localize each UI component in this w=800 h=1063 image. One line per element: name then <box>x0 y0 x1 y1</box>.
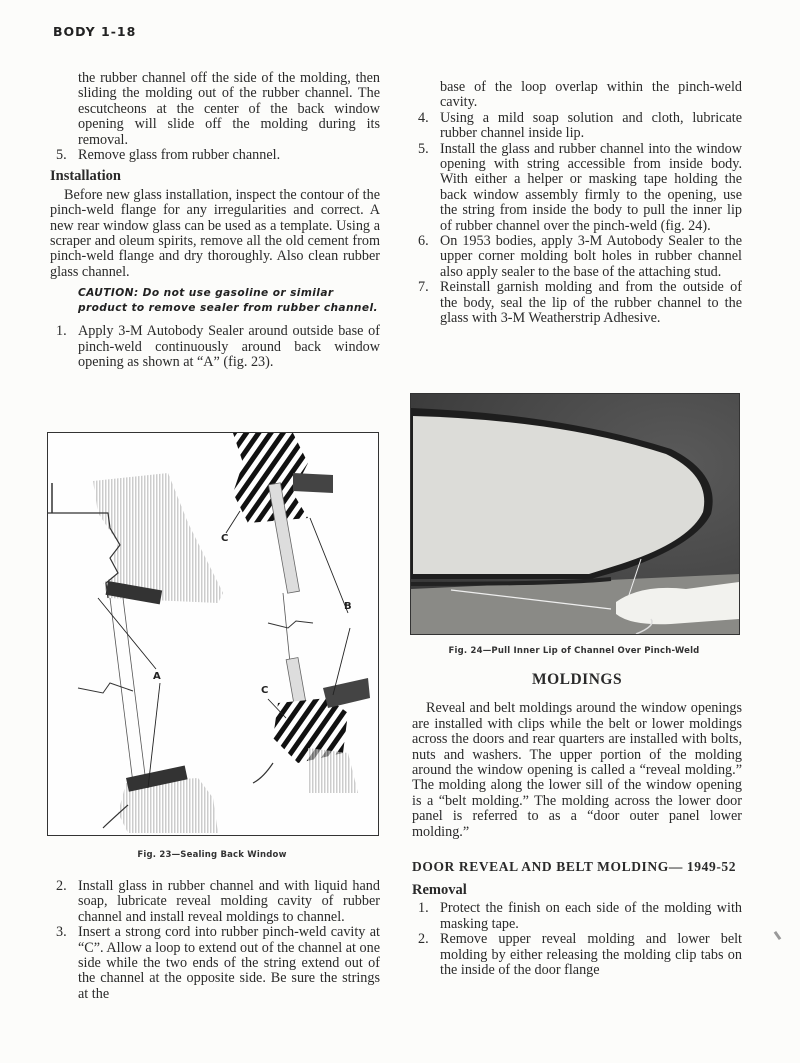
list-item: 1. Apply 3-M Autobody Sealer around outside base of pinch-weld continuously around back window opening as shown at “A” (fig. 23). <box>56 323 380 371</box>
installation-paragraph: Before new glass installation, inspect the contour of the pinch-weld flange for any irregularities and correct. A new rear window glass can be used as a template. Using a scraper and oleum spirits, remove all the old cement from pinch-weld flange and dry thoroughly. Also clean rubber glass channel. <box>50 186 380 280</box>
page-header: BODY 1-18 <box>53 24 137 39</box>
figure-23-caption: Fig. 23—Sealing Back Window <box>137 850 287 860</box>
continued-paragraph: base of the loop overlap within the pinch-weld cavity. <box>440 79 742 111</box>
list-item: 2. Install glass in rubber channel and with liquid hand soap, lubricate reveal molding cavity of rubber channel and install reveal moldings to channel. <box>56 878 380 925</box>
scan-mark <box>774 931 782 940</box>
left-column-bottom <box>50 879 380 1002</box>
list-item: 4. Using a mild soap solution and cloth, lubricate rubber channel inside lip. <box>418 109 742 142</box>
list-item: 3. Insert a strong cord into rubber pinch-weld cavity at “C”. Allow a loop to extend out of the channel at one side while the two ends of the string extend out of the channel at the opposite side. Be sure the strings at the <box>56 924 380 1002</box>
moldings-heading: MOLDINGS <box>531 671 623 688</box>
install-step-list-top <box>50 324 380 370</box>
list-item: 1. Protect the finish on each side of the molding with masking tape. <box>418 900 742 932</box>
removal-step-list <box>50 148 380 163</box>
right-column-top <box>412 80 742 327</box>
label-a: A <box>153 671 161 682</box>
caution-note: CAUTION: Do not use gasoline or similar product to remove sealer from rubber channel. <box>78 287 378 315</box>
list-item: 7. Reinstall garnish molding and from the outside of the body, seal the lip of the rubber channel to the glass with 3-M Weatherstrip Adhesive. <box>418 279 742 327</box>
list-item: 6. On 1953 bodies, apply 3-M Autobody Sealer to the upper corner molding bolt holes in rubber channel also apply sealer to the base of the attaching stud. <box>418 233 742 280</box>
installation-heading: Installation <box>50 168 121 185</box>
install-step-list-bottom <box>50 879 380 1002</box>
list-item: 2. Remove upper reveal molding and lower belt molding by either releasing the molding clip tabs on the inside of the door flange <box>418 931 742 979</box>
left-column-top <box>50 71 380 371</box>
label-c-top: C <box>221 533 229 544</box>
figure-23-illustration <box>47 432 379 836</box>
list-item: 5. Install the glass and rubber channel into the window opening with string accessible from inside body. With either a helper or masking tape holding the back window assembly firmly to the opening, use the string from inside the body to pull the inner lip of rubber channel over the pinch-weld (fig. 24). <box>418 140 742 234</box>
removal-heading: Removal <box>412 882 467 899</box>
label-c-bottom: C <box>261 685 269 696</box>
sealing-diagram-icon <box>48 433 378 835</box>
door-reveal-heading: DOOR REVEAL AND BELT MOLDING— 1949-52 <box>412 859 737 875</box>
right-column-bottom <box>412 672 742 979</box>
moldings-paragraph: Reveal and belt moldings around the window openings are installed with clips while the belt or lower moldings across the doors and rear quarters are installed with bolts, nuts and washers. The upper portion of the molding around the window opening is called a “reveal molding.” The molding along the lower sill of the window opening is a “belt molding.” The molding across the lower door panel is referred to as a “door outer panel lower molding.” <box>412 700 742 840</box>
figure-24-caption: Fig. 24—Pull Inner Lip of Channel Over Pinch-Weld <box>448 646 700 656</box>
window-photo-icon <box>411 394 739 634</box>
continued-paragraph: the rubber channel off the side of the molding, then sliding the molding out of the rubber channel. The escutcheons at the center of the back window opening will slide off the molding during its removal. <box>78 70 380 148</box>
figure-24-photo <box>410 393 740 635</box>
list-item: 5. Remove glass from rubber channel. <box>56 147 281 164</box>
removal-step-list <box>412 901 742 978</box>
install-step-list-right <box>412 111 742 327</box>
label-b: B <box>344 601 352 612</box>
